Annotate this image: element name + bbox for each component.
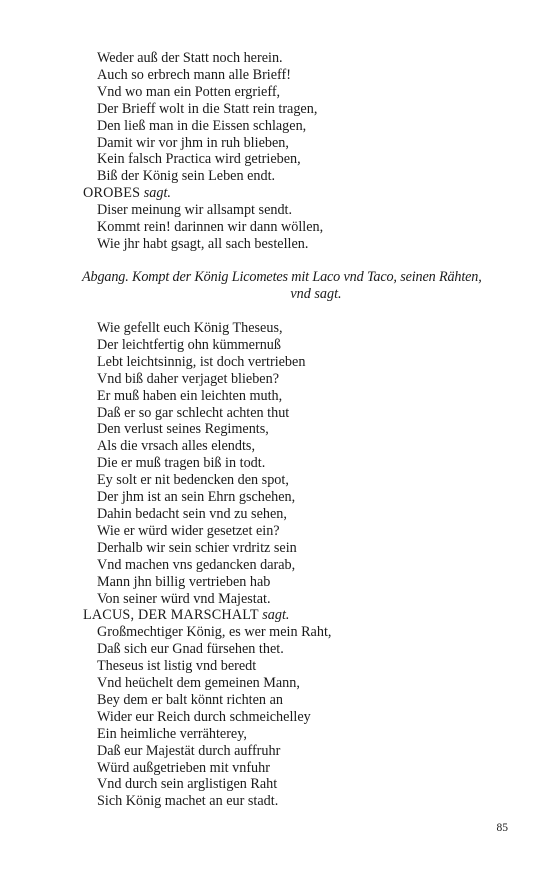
verse-line: Wider eur Reich durch schmeichelley [97,708,311,725]
verse-line: Den ließ man in die Eissen schlagen, [97,117,307,134]
verse-line: Der Brieff wolt in die Statt rein tragen, [97,100,318,117]
verse-line: Wie gefellt euch König Theseus, [97,320,283,336]
verse-line: Vnd machen vns gedancken darab, [97,556,296,573]
stage-direction-line-1: Abgang. Kompt der König Licometes mit Laco vnd Taco, seinen Rähten, [82,269,482,285]
verse-block-1 [80,50,520,253]
verse-line: Vnd durch sein arglistigen Raht [97,776,278,793]
verse-line: Wie er würd wider gesetzet ein? [97,522,280,539]
speaker-heading-lacus [80,607,520,624]
verse-line: Auch so erbrech mann alle Brieff! [97,66,291,83]
verse-line: Lebt leichtsinnig, ist doch vertrieben [97,353,306,370]
speaker-heading-orobes [80,185,520,202]
speaker-verb: sagt. [143,185,171,202]
verse-line: Bey dem er balt könnt richten an [97,691,283,708]
verse-block-2 [80,320,520,810]
verse-line: Wie jhr habt gsagt, all sach bestellen. [97,235,309,252]
verse-line: Vnd biß daher verjaget blieben? [97,370,279,387]
verse-line: Er muß haben ein leichten muth, [97,387,283,404]
verse-line: Daß sich eur Gnad fürsehen thet. [97,641,284,658]
verse-line: Daß er so gar schlecht achten thut [97,404,290,421]
verse-line: Theseus ist listig vnd beredt [97,658,257,675]
verse-line: Ey solt er nit bedencken den spot, [97,472,289,489]
verse-line: Damit wir vor jhm in ruh blieben, [97,134,289,151]
verse-line: Sich König machet an eur stadt. [97,793,279,810]
verse-line: Großmechtiger König, es wer mein Raht, [97,624,332,641]
verse-line: Mann jhn billig vertrieben hab [97,573,271,590]
page-number: 85 [496,822,508,834]
verse-line: Von seiner würd vnd Majestat. [97,590,271,607]
verse-line: Kommt rein! darinnen wir dann wöllen, [97,219,324,236]
stage-direction-line-2: vnd sagt. [290,285,342,302]
verse-line: Vnd wo man ein Potten ergrieff, [97,83,281,100]
verse-line: Der leichtfertig ohn kümmernuß [97,336,281,353]
stage-direction [82,269,522,303]
verse-line: Den verlust seines Regiments, [97,421,269,438]
verse-line: Weder auß der Statt noch herein. [97,50,283,66]
verse-line: Als die vrsach alles elendts, [97,438,255,455]
verse-line: Ein heimliche verrähterey, [97,725,247,742]
verse-line: Die er muß tragen biß in todt. [97,455,266,472]
speaker-name: LACUS, DER MARSCHALT [83,607,259,624]
verse-line: Daß eur Majestät durch auffruhr [97,742,281,759]
verse-line: Diser meinung wir allsampt sendt. [97,202,293,219]
verse-line: Vnd heüchelt dem gemeinen Mann, [97,675,300,692]
speaker-name: OROBES [83,185,141,202]
speaker-verb: sagt. [262,607,290,624]
verse-line: Biß der König sein Leben endt. [97,168,276,185]
verse-line: Würd außgetrieben mit vnfuhr [97,759,270,776]
verse-line: Kein falsch Practica wird getrieben, [97,151,301,168]
verse-line: Derhalb wir sein schier vrdritz sein [97,539,297,556]
verse-line: Der jhm ist an sein Ehrn gschehen, [97,489,296,506]
verse-line: Dahin bedacht sein vnd zu sehen, [97,505,287,522]
